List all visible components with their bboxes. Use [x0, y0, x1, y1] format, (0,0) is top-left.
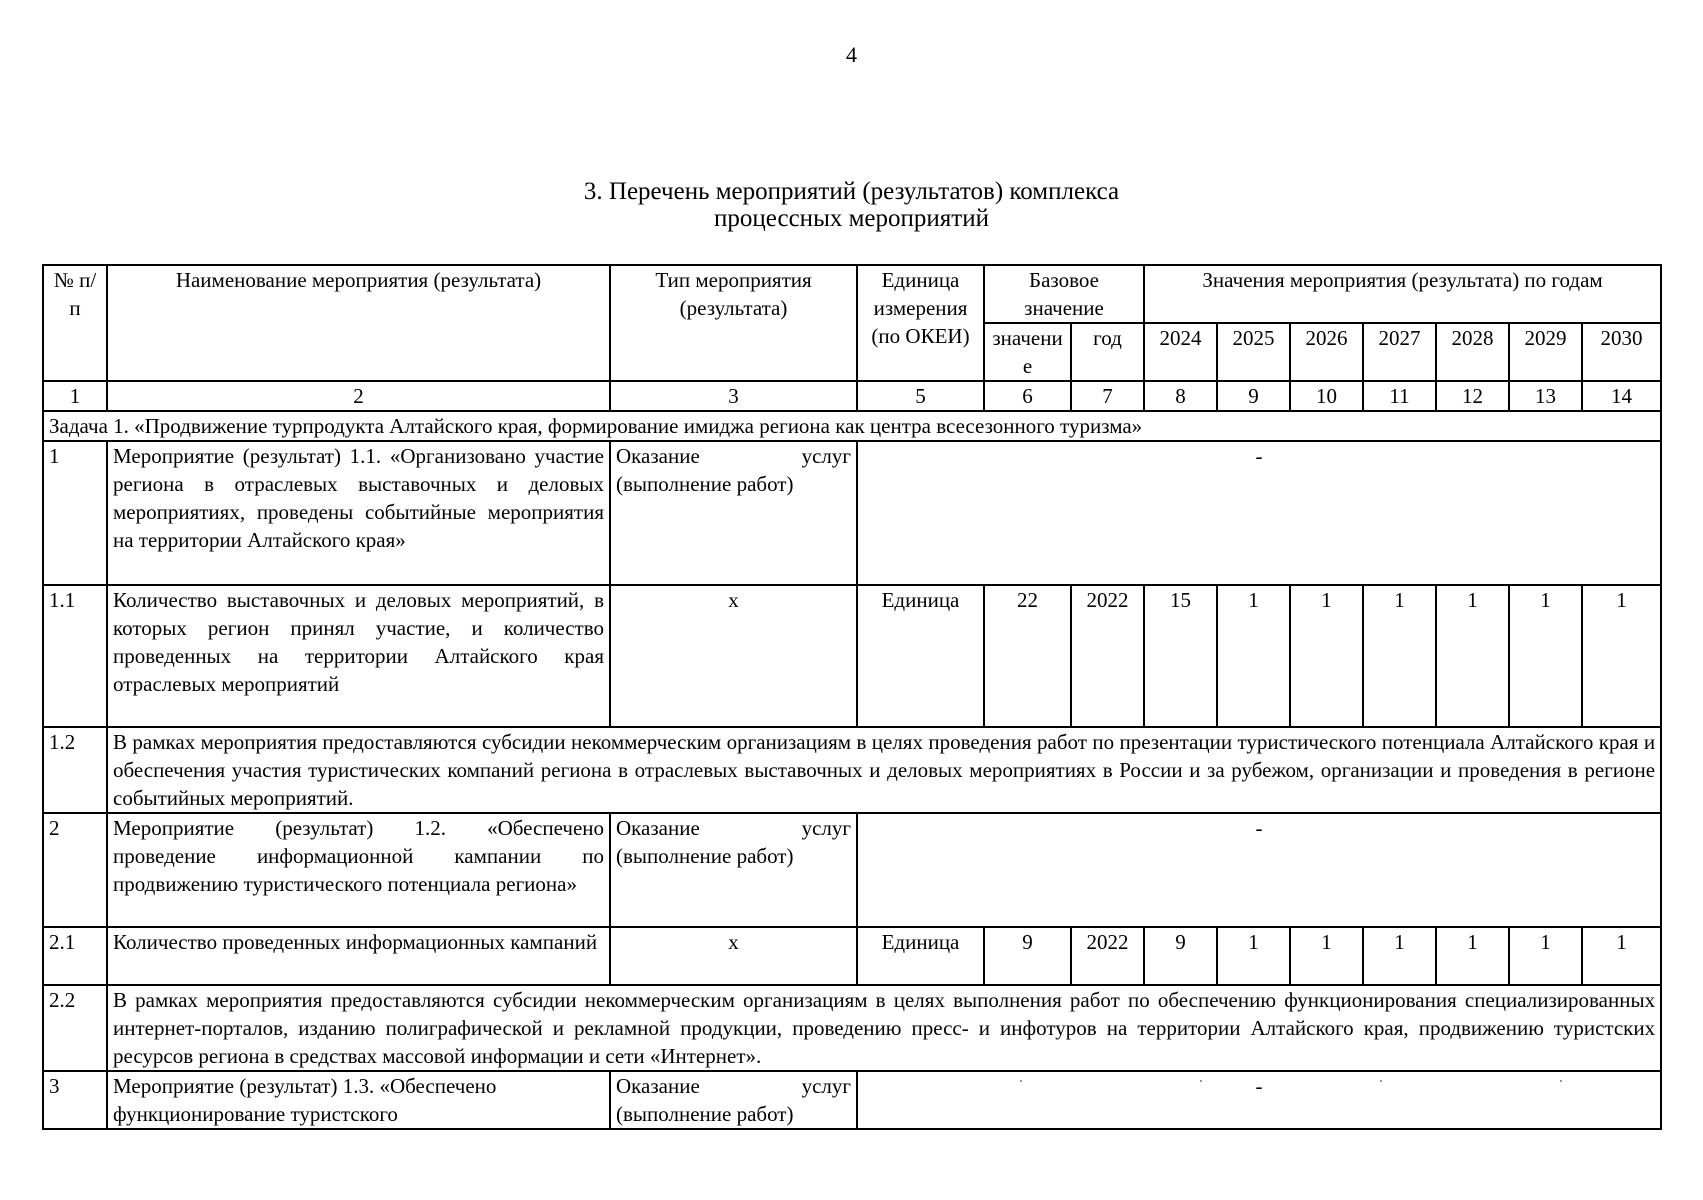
row-type: х: [610, 927, 857, 985]
header-row-1: [43, 265, 1661, 323]
column-number: 5: [857, 381, 984, 411]
task-heading: Задача 1. «Продвижение турпродукта Алтайского края, формирование имиджа региона как центра всесезонного туризма»: [43, 411, 1661, 441]
header-year: 2025: [1217, 323, 1290, 381]
table-row: [43, 441, 1661, 585]
header-year: 2026: [1290, 323, 1363, 381]
row-type: х: [610, 585, 857, 727]
row-year-value: 1: [1363, 585, 1436, 727]
title-line-2: процессных мероприятий: [714, 205, 989, 232]
row-base-value: 22: [984, 585, 1071, 727]
column-number: 3: [610, 381, 857, 411]
column-number: 13: [1509, 381, 1582, 411]
activities-table: [42, 264, 1662, 1130]
column-number: 8: [1144, 381, 1217, 411]
column-number-row: [43, 381, 1661, 411]
row-name: Мероприятие (результат) 1.3. «Обеспечено функционирование туристского: [107, 1071, 610, 1129]
row-year-value: 1: [1217, 927, 1290, 985]
row-num: 3: [43, 1071, 107, 1129]
task-row: [43, 411, 1661, 441]
column-number: 2: [107, 381, 610, 411]
column-number: 7: [1071, 381, 1144, 411]
column-number: 12: [1436, 381, 1509, 411]
row-values-dash: -: [857, 813, 1661, 927]
header-year: 2030: [1582, 323, 1661, 381]
header-unit: Единица измерения (по ОКЕИ): [857, 265, 984, 381]
row-num: 1.2: [43, 727, 107, 813]
row-num: 2.2: [43, 985, 107, 1071]
table-row: [43, 585, 1661, 727]
row-description: В рамках мероприятия предоставляются субсидии некоммерческим организациям в целях выполнения работ по обеспечению функционирования специализированных интернет-порталов, изданию полиграфической и рекламной продукции, проведению пресс- и инфотуров на территории Алтайского края, продвижению туристских ресурсов региона в средствах массовой информации и сети «Интернет».: [107, 985, 1661, 1071]
table-row: [43, 927, 1661, 985]
scan-speck: [1380, 1080, 1382, 1082]
scan-speck: [1200, 1080, 1202, 1082]
row-num: 1: [43, 441, 107, 585]
scan-speck: [1560, 1080, 1562, 1082]
row-type: Оказание услуг (выполнение работ): [610, 441, 857, 585]
row-year-value: 1: [1582, 585, 1661, 727]
column-number: 1: [43, 381, 107, 411]
header-year: 2027: [1363, 323, 1436, 381]
row-year-value: 1: [1509, 585, 1582, 727]
header-type: Тип мероприятия (результата): [610, 265, 857, 381]
row-unit: Единица: [857, 927, 984, 985]
column-number: 9: [1217, 381, 1290, 411]
header-base: Базовое значение: [984, 265, 1144, 323]
row-base-year: 2022: [1071, 585, 1144, 727]
header-year: 2024: [1144, 323, 1217, 381]
row-name: Количество проведенных информационных кампаний: [107, 927, 610, 985]
header-years-group: Значения мероприятия (результата) по годам: [1144, 265, 1661, 323]
row-unit: Единица: [857, 585, 984, 727]
row-year-value: 1: [1436, 927, 1509, 985]
table-row: [43, 985, 1661, 1071]
title-line-1: 3. Перечень мероприятий (результатов) комплекса: [583, 178, 1120, 205]
row-year-value: 1: [1363, 927, 1436, 985]
column-number: 14: [1582, 381, 1661, 411]
header-name: Наименование мероприятия (результата): [107, 265, 610, 381]
header-year: 2028: [1436, 323, 1509, 381]
column-number: 6: [984, 381, 1071, 411]
row-num: 2: [43, 813, 107, 927]
row-values-dash: -: [857, 441, 1661, 585]
row-base-year: 2022: [1071, 927, 1144, 985]
row-year-value: 1: [1290, 585, 1363, 727]
row-name: Мероприятие (результат) 1.2. «Обеспечено проведение информационной кампании по продвижению туристического потенциала региона»: [107, 813, 610, 927]
table-row: [43, 813, 1661, 927]
scan-speck: [1020, 1080, 1022, 1082]
header-base-year: год: [1071, 323, 1144, 381]
column-number: 11: [1363, 381, 1436, 411]
row-year-value: 1: [1436, 585, 1509, 727]
row-year-value: 9: [1144, 927, 1217, 985]
row-type: Оказание услуг (выполнение работ): [610, 1071, 857, 1129]
document-title: [0, 178, 1703, 232]
column-number: 10: [1290, 381, 1363, 411]
table-row: [43, 727, 1661, 813]
row-year-value: 1: [1509, 927, 1582, 985]
row-type: Оказание услуг (выполнение работ): [610, 813, 857, 927]
page-number: 4: [846, 42, 857, 67]
header-num: № п/п: [43, 265, 107, 381]
row-year-value: 1: [1217, 585, 1290, 727]
row-year-value: 1: [1582, 927, 1661, 985]
row-base-value: 9: [984, 927, 1071, 985]
row-description: В рамках мероприятия предоставляются субсидии некоммерческим организациям в целях проведения работ по презентации туристического потенциала Алтайского края и обеспечения участия туристических компаний региона в отраслевых выставочных и деловых мероприятиях в России и за рубежом, организации и проведения в регионе событийных мероприятий.: [107, 727, 1661, 813]
row-num: 2.1: [43, 927, 107, 985]
row-values-dash: -: [857, 1071, 1661, 1129]
row-num: 1.1: [43, 585, 107, 727]
row-year-value: 1: [1290, 927, 1363, 985]
row-year-value: 15: [1144, 585, 1217, 727]
table-row: [43, 1071, 1661, 1129]
header-year: 2029: [1509, 323, 1582, 381]
row-name: Мероприятие (результат) 1.1. «Организовано участие региона в отраслевых выставочных и деловых мероприятиях, проведены событийные мероприятия на территории Алтайского края»: [107, 441, 610, 585]
header-base-value: значение: [984, 323, 1071, 381]
row-name: Количество выставочных и деловых мероприятий, в которых регион принял участие, и количество проведенных на территории Алтайского края отраслевых мероприятий: [107, 585, 610, 727]
